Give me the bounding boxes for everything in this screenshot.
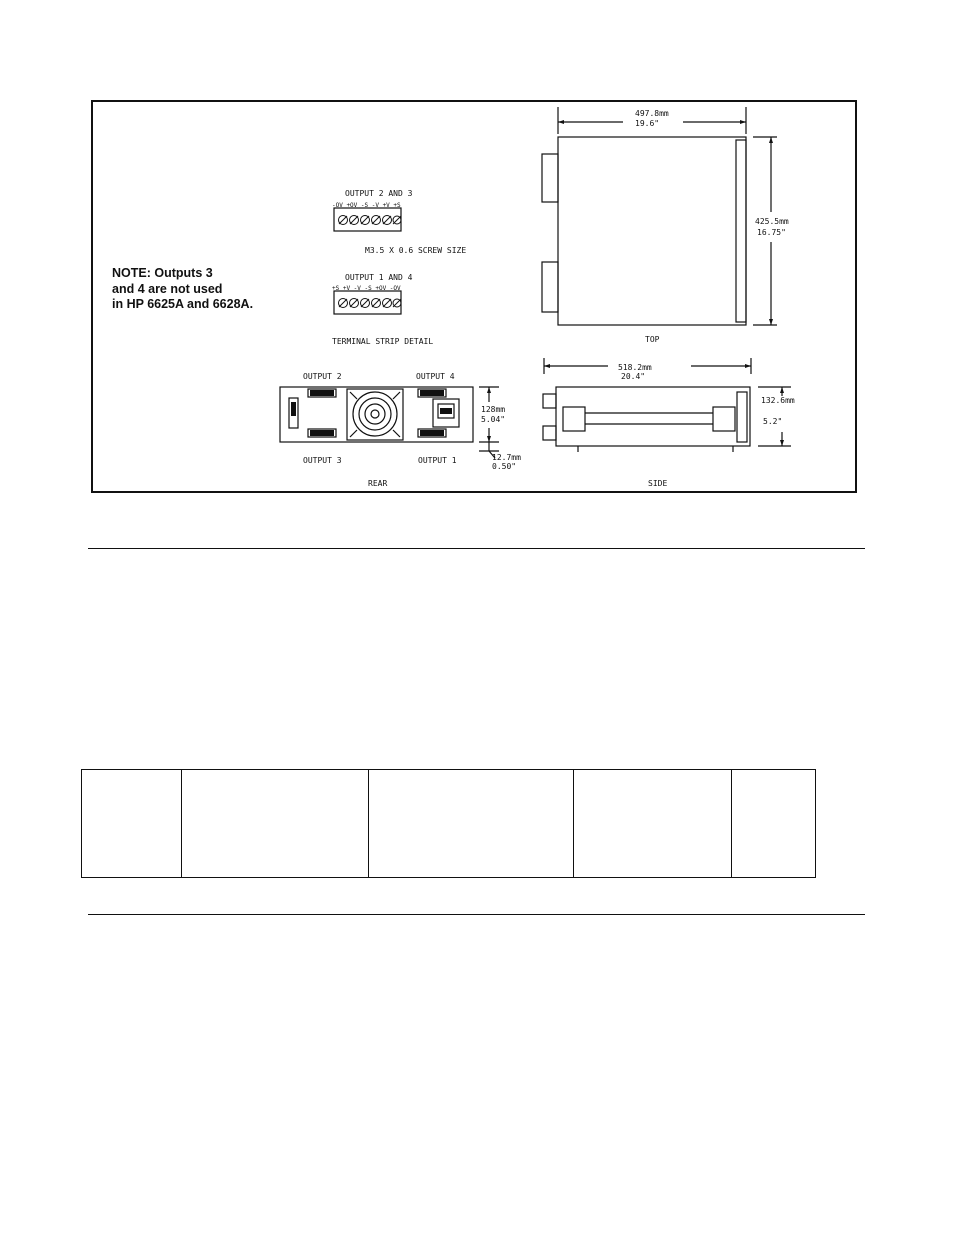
- terminal-bottom-pins: +S +V -V -S +OV -OV: [332, 285, 401, 292]
- table-row: [82, 770, 816, 878]
- top-view-caption: TOP: [645, 335, 660, 344]
- table-cell: [732, 770, 816, 878]
- top-width-mm: 497.8mm: [635, 109, 669, 118]
- table-cell: [182, 770, 369, 878]
- section-divider-2: [88, 914, 865, 915]
- table-cell: [369, 770, 574, 878]
- side-view-caption: SIDE: [648, 479, 668, 488]
- outputs-note: NOTE: Outputs 3 and 4 are not used in HP 6625A and 6628A.: [112, 266, 254, 311]
- table-cell: [82, 770, 182, 878]
- rear-view-caption: REAR: [368, 479, 388, 488]
- terminal-strip-caption: TERMINAL STRIP DETAIL: [332, 337, 434, 346]
- terminal-bottom-title: OUTPUT 1 AND 4: [345, 273, 413, 282]
- screw-size-label: M3.5 X 0.6 SCREW SIZE: [365, 246, 467, 255]
- top-depth-mm: 425.5mm: [755, 217, 789, 226]
- side-height-mm: 132.6mm: [761, 396, 795, 405]
- terminal-top-pins: -OV +OV -S -V +V +S: [332, 202, 401, 209]
- terminal-top-title: OUTPUT 2 AND 3: [345, 189, 413, 198]
- top-depth-in: 16.75": [757, 228, 786, 237]
- section-divider-1: [88, 548, 865, 549]
- rear-height-mm: 128mm: [481, 405, 506, 414]
- rear-output-3: OUTPUT 3: [303, 456, 342, 465]
- outline-diagram-frame: [91, 100, 857, 493]
- rear-output-1: OUTPUT 1: [418, 456, 457, 465]
- rear-output-2: OUTPUT 2: [303, 372, 342, 381]
- side-view-drawing: [543, 358, 791, 452]
- top-width-in: 19.6": [635, 119, 660, 128]
- spec-table: [81, 769, 816, 878]
- table-cell: [574, 770, 732, 878]
- rear-view-drawing: [280, 387, 499, 458]
- side-length-mm: 518.2mm: [618, 363, 652, 372]
- side-length-in: 20.4": [621, 372, 646, 381]
- rear-output-4: OUTPUT 4: [416, 372, 455, 381]
- top-view-drawing: [542, 107, 777, 325]
- side-height-in: 5.2": [763, 417, 783, 426]
- rear-foot-in: 0.50": [492, 462, 517, 471]
- rear-foot-mm: 12.7mm: [492, 453, 521, 462]
- rear-height-in: 5.04": [481, 415, 506, 424]
